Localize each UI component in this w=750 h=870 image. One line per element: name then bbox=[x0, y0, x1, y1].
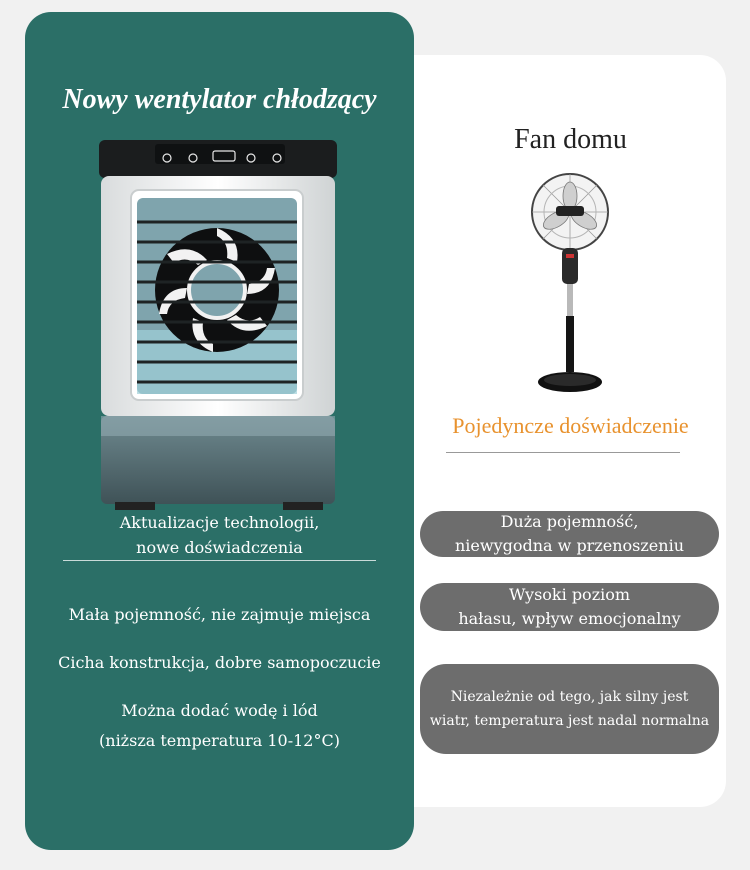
feature-small-capacity: Mała pojemność, nie zajmuje miejsca bbox=[68, 605, 371, 624]
pill-line: wiatr, temperatura jest nadal normalna bbox=[429, 713, 710, 729]
right-title: Fan domu bbox=[514, 124, 627, 155]
left-subtitle bbox=[25, 510, 414, 560]
left-divider bbox=[63, 560, 376, 561]
feature-lower-temperature: (niższa temperatura 10-12°C) bbox=[99, 731, 340, 750]
left-subtitle-line-1: Aktualizacje technologii, bbox=[119, 513, 320, 532]
feature-quiet-design: Cicha konstrukcja, dobre samopoczucie bbox=[58, 653, 381, 672]
pill-line: Duża pojemność, bbox=[500, 512, 639, 531]
air-cooler-image bbox=[95, 130, 343, 515]
comparison-pill-noise bbox=[420, 583, 719, 631]
comparison-pill-capacity bbox=[420, 511, 719, 557]
left-title: Nowy wentylator chłodzący bbox=[62, 84, 377, 115]
pill-line: niewygodna w przenoszeniu bbox=[454, 536, 684, 555]
right-divider bbox=[446, 452, 680, 453]
standing-fan-image bbox=[520, 170, 620, 400]
comparison-pill-temperature bbox=[420, 664, 719, 754]
pill-line: Wysoki poziom bbox=[508, 585, 631, 604]
pill-line: Niezależnie od tego, jak silny jest bbox=[450, 689, 689, 705]
right-subtitle: Pojedyncze doświadczenie bbox=[452, 413, 689, 438]
left-subtitle-line-2: nowe doświadczenia bbox=[136, 538, 303, 557]
left-product-panel bbox=[25, 12, 414, 850]
pill-line: hałasu, wpływ emocjonalny bbox=[458, 609, 681, 628]
feature-water-ice: Można dodać wodę i lód bbox=[121, 701, 318, 720]
